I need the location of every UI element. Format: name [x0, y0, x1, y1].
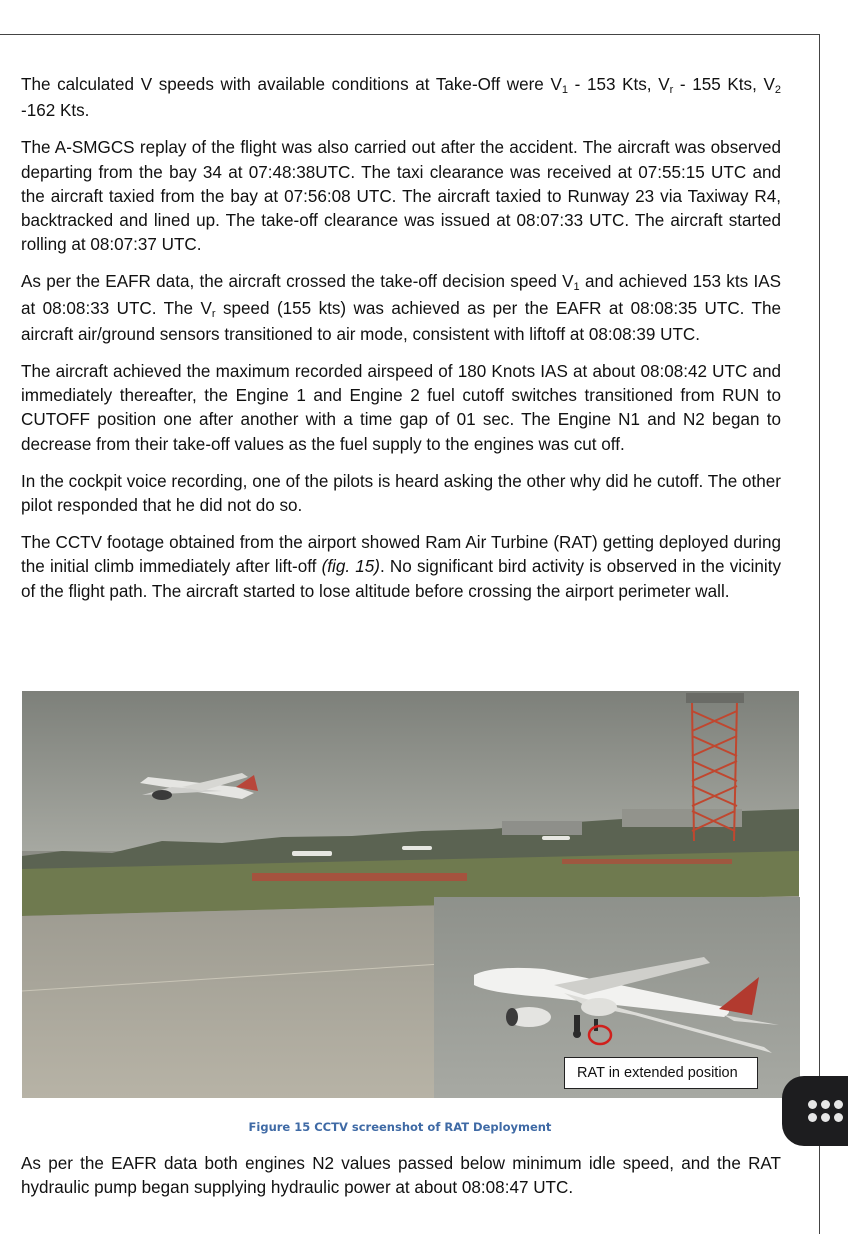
menu-button[interactable] — [782, 1076, 848, 1146]
document-body — [21, 73, 781, 617]
figure-caption: Figure 15 CCTV screenshot of RAT Deployment — [248, 1120, 552, 1134]
paragraph-eafr-takeoff: As per the EAFR data, the aircraft crossed the take-off decision speed $V_1$ and achieved 153 kts IAS at 08:08:33 UTC. The $V_r$ speed (155 kts) was achieved as per the EAFR at 08:08:35 UTC. The aircraft air/ground sensors transitioned to air mode, consistent with liftoff at 08:08:39 UTC. — [21, 272, 781, 344]
figure-reference: (fig. 15) — [321, 557, 380, 577]
paragraph-cockpit-voice: In the cockpit voice recording, one of the pilots is heard asking the other why did he cutoff. The other pilot responded that he did not do so. — [21, 471, 781, 516]
paragraph-cctv-footage: The CCTV footage obtained from the airport showed Ram Air Turbine (RAT) getting deployed during the initial climb immediately after lift-off (fig. 15). No significant bird activity is observed in the vicinity of the flight path. The aircraft started to lose altitude before crossing the airport perimeter wall. — [21, 533, 782, 601]
grid-dots-icon — [808, 1100, 843, 1122]
paragraph-fuel-cutoff: The aircraft achieved the maximum recorded airspeed of 180 Knots IAS at about 08:08:42 UTC and immediately thereafter, the Engine 1 and Engine 2 fuel cutoff switches transitioned from RUN to CUTOFF position one after another with a time gap of 01 sec. The Engine N1 and N2 began to decrease from their take-off values as the fuel supply to the engines was cut off. — [21, 362, 781, 454]
paragraph-n2-idle: As per the EAFR data both engines N2 values passed below minimum idle speed, and the RAT hydraulic pump began supplying hydraulic power at about 08:08:47 UTC. — [21, 1154, 781, 1198]
paragraph-asmgcs-replay: The A-SMGCS replay of the flight was also carried out after the accident. The aircraft was observed departing from the bay 34 at 07:48:38UTC. The taxi clearance was received at 07:55:15 UTC and the aircraft taxied from the bay at 07:56:08 UTC. The aircraft taxied to Runway 23 via Taxiway R4, backtracked and lined up. The take-off clearance was issued at 08:07:33 UTC. The aircraft started rolling at 08:07:37 UTC. — [21, 138, 781, 255]
inset-label: RAT in extended position — [564, 1057, 758, 1089]
paragraph-v-speeds: The calculated V speeds with available conditions at Take-Off were $V_1 - 153$ Kts, $V_r - 155$ Kts, $V_2$ -162 Kts. — [21, 75, 782, 121]
